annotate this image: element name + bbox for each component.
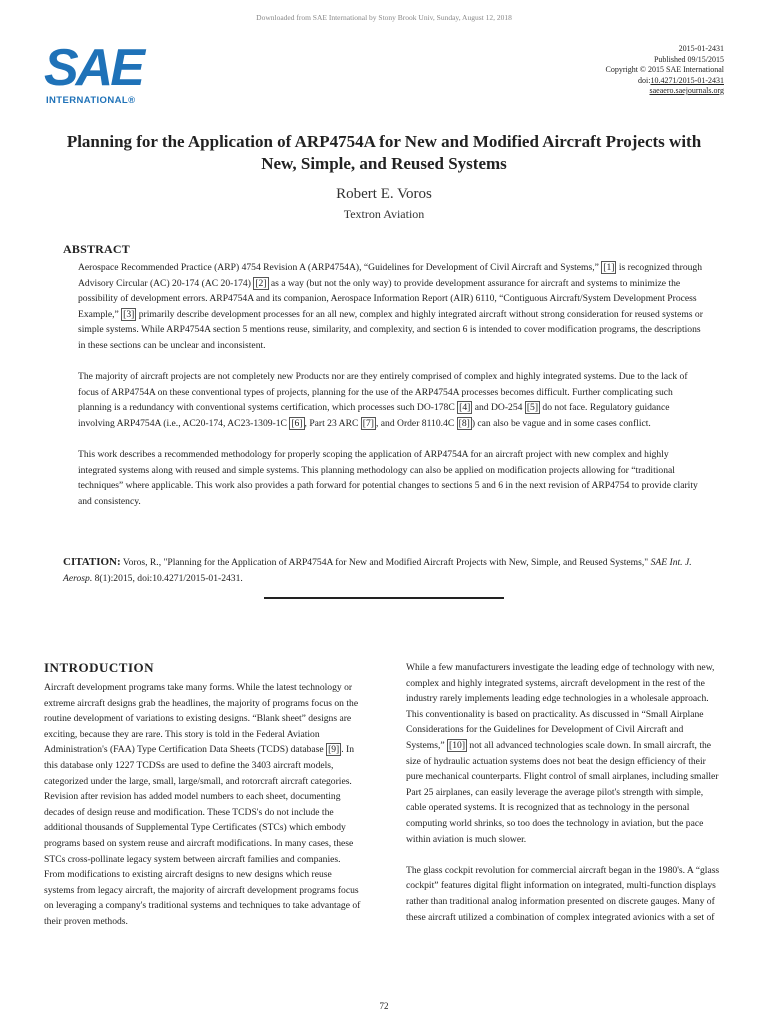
page-number: 72 [379, 1001, 389, 1011]
sae-logo-subtext: INTERNATIONAL® [46, 95, 136, 106]
reference-link[interactable]: [2] [255, 277, 267, 289]
reference-link[interactable]: [9] [328, 744, 340, 756]
abstract-paragraph: The majority of aircraft projects are not completely new Products nor are they entirely comprised of complex and highly integrated systems. Due to the lack of focus of ARP4754A on these conventional types of projects, planning for the use of the ARP4754A processes becomes difficult. Further complicating such planning is a redundancy with conventional systems certification, which processes such DO-178C [4] and DO-254 [5] do not face. Regulatory guidance involving ARP4754A (i.e., AC20-174, AC23-1309-1C [6] , Part 23 ARC [7] , and Order 8110.4C [8] ) can also be vague and in some cases conflict. [78, 371, 688, 429]
paper-title: Planning for the Application of ARP4754A for New and Modified Aircraft Projects with New, Simple, and Reused Systems [66, 132, 702, 173]
author-name: Robert E. Voros [336, 186, 432, 202]
reference-link[interactable]: [4] [459, 402, 471, 414]
reference-link[interactable]: [3] [123, 308, 135, 320]
published-date: Published 09/15/2015 [653, 54, 724, 64]
abstract-heading: ABSTRACT [63, 242, 130, 256]
author-affiliation: Textron Aviation [343, 207, 425, 221]
journal-site-link[interactable]: saeaero.saejournals.org [649, 86, 724, 95]
sae-logo [44, 39, 144, 108]
reference-link[interactable]: [7] [362, 417, 374, 429]
doi-link[interactable]: 10.4271/2015-01-2431 [650, 75, 724, 85]
citation-label: CITATION: [63, 556, 121, 568]
reference-link[interactable]: [8] [458, 417, 470, 429]
citation-details: 8(1):2015, doi:10.4271/2015-01-2431. [92, 572, 243, 584]
publication-info [605, 44, 724, 97]
citation [63, 555, 713, 586]
right-column [406, 660, 724, 941]
sae-logo-text: SAE [44, 39, 142, 97]
section-divider [264, 597, 504, 599]
download-note: Downloaded from SAE International by Stony Brook Univ, Sunday, August 12, 2018 [256, 13, 512, 22]
doi [605, 76, 724, 87]
body-paragraph: The glass cockpit revolution for commercial aircraft began in the 1980's. A “glass cockpit” features digital flight information on integrated, multi-function displays rather than traditional analog information presented on discrete gauges. Many of these aircraft utilized a combination of complex integrated avionics with a set of [406, 864, 720, 923]
abstract-paragraph: Aerospace Recommended Practice (ARP) 4754 Revision A (ARP4754A), “Guidelines for Development of Civil Aircraft and Systems,” [1] is recognized through Advisory Circular (AC) 20-174 (AC 20-174) [2] as a way (but not the only way) to provide development assurance for aircraft and systems to minimize the possibility of development errors. ARP4754A and its companion, Aerospace Information Report (AIR) 6110, “Contiguous Aircraft/System Development Process Example,” [3] primarily describe development processes for an all new, complex and highly integrated aircraft without strong consideration for reused systems or simple systems. While ARP4754A section 5 mentions reuse, similarity, and complexity, and section 6 is intended to cover modification programs, the descriptions in these sections can be unclear and inconsistent. [78, 262, 703, 351]
left-column [44, 660, 362, 945]
reference-link[interactable]: [10] [449, 739, 466, 751]
body-paragraph: While a few manufacturers investigate the leading edge of technology with new, complex and highly integrated systems, aircraft development in the rest of the industry rarely implements leading edge technologies in a wholesale approach. This conventionality is based on practicality. As discussed in “Small Airplane Considerations for the Guidelines for Development of Civil Aircraft and Systems,” [10] not all advanced technologies scale down. In small aircraft, the size of hydraulic actuation systems does not beat the design efficiency of their pure mechanical counterparts. Flight control of small airplanes, including smaller Part 25 airplanes, can easily leverage the average pilot's strength with simple, cable operated systems. It is recognized that as technology in the personal computing world shrinks, so too does the technology in aviation, but the pace within aviation is much slower. [406, 662, 719, 845]
reference-link[interactable]: [6] [291, 417, 303, 429]
paper-number: 2015-01-2431 [678, 44, 724, 53]
copyright: Copyright © 2015 SAE International [605, 65, 724, 74]
abstract-body [78, 260, 708, 525]
citation-journal: SAE Int. J. Aerosp. [63, 557, 692, 584]
doi-label: doi: [637, 75, 651, 85]
reference-link[interactable]: [1] [603, 262, 615, 273]
abstract-paragraph: This work describes a recommended methodology for properly scoping the application of ARP4754A for an aircraft project with new complex and highly integrated systems along with reused and simple systems. This planning methodology can also be applied on modification projects allowing for “traditional techniques” where applicable. This work also provides a path forward for potential changes to sections 5 and 6 in the next revision of ARP4754 to provide clarity and consistency. [78, 449, 698, 507]
citation-text: Voros, R., "Planning for the Application of ARP4754A for New and Modified Aircraft Projects with New, Simple, and Reused Systems," [120, 557, 651, 568]
body-paragraph: Aircraft development programs take many forms. While the latest technology or extreme aircraft designs grab the headlines, the majority of programs focus on the routine development of variations to existing designs. “Blank sheet” designs are exciting, because they are rare. This story is told in the Federal Aviation Administration's (FAA) Type Certification Data Sheets (TCDS) database [9] . In this database only 1227 TCDSs are used to define the 3403 aircraft models, categorized under the large, small, large/small, and rotorcraft aircraft categories. Revision after revision has added model numbers to each sheet, documenting decades of design reuse and modification. These TCDS's do not include the additional thousands of Supplemental Type Certificates (STCs) which embody programs based on system reuse and aircraft modifications. In many cases, these STCs cross-pollinate legacy system between aircraft families and companies. From modifications to existing aircraft designs to new designs which reuse systems from legacy aircraft, the majority of aircraft development programs focus on leveraging a company's traditional systems and techniques to take advantage of their proven methods. [44, 682, 361, 927]
introduction-heading: INTRODUCTION [44, 660, 155, 675]
reference-link[interactable]: [5] [526, 402, 539, 414]
